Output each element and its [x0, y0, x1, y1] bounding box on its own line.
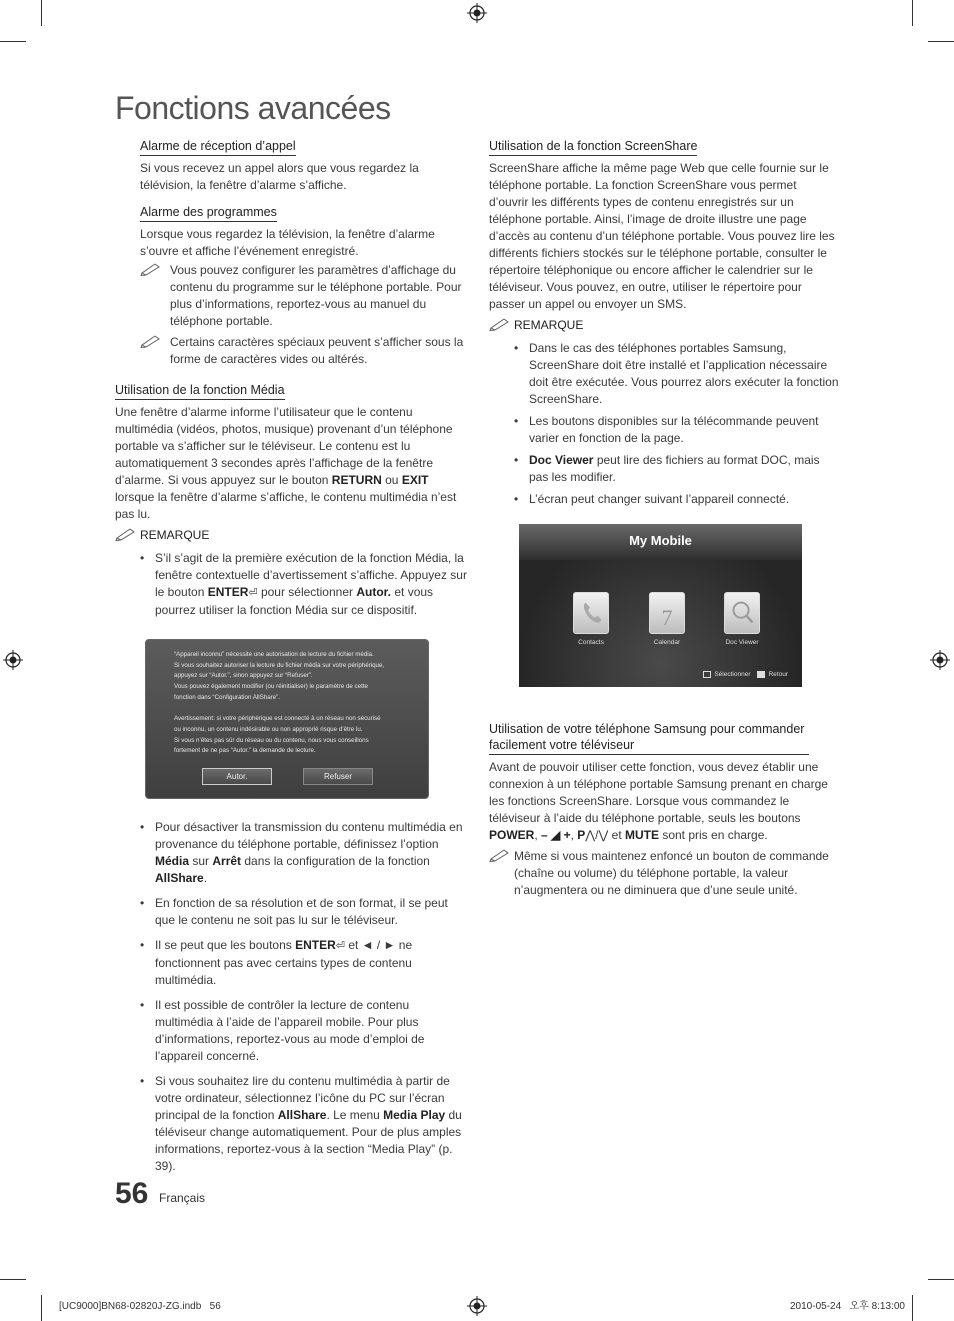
list-item: • Il se peut que les boutons ENTER⏎ et ◄ / ► ne fonctionnent pas avec certains types de contenu multimédia.	[115, 937, 467, 989]
paragraph: Lorsque vous regardez la télévision, la fenêtre d’alarme s’ouvre et affiche l’événement enregistré.	[140, 227, 435, 258]
registration-mark-icon	[467, 1296, 487, 1316]
doc-viewer-icon[interactable]	[724, 592, 760, 634]
print-slug-date: 2010-05-24 오후 8:13:00	[790, 1301, 905, 1312]
list-item: • Les boutons disponibles sur la télécommande peuvent varier en fonction de la page.	[489, 413, 839, 447]
section-heading: Alarme des programmes	[140, 204, 277, 222]
print-slug-file: [UC9000]BN68-02820J-ZG.indb 56	[59, 1301, 221, 1312]
note	[140, 334, 467, 368]
right-column	[489, 138, 839, 903]
crop-mark	[928, 41, 954, 42]
page-title: Fonctions avancées	[115, 90, 391, 126]
note	[489, 848, 839, 899]
list-item: • S’il s’agit de la première exécution de la fonction Média, la fenêtre contextuelle d’avertissement s’affiche. Appuyez sur le bouton ENTER⏎ pour sélectionner Autor. et vous pourrez utiliser la fonction Média sur ce dispositif.	[115, 550, 467, 619]
doc-viewer-label: Doc Viewer	[725, 639, 759, 646]
pencil-note-icon	[489, 848, 511, 862]
list-item: • Il est possible de contrôler la lecture de contenu multimédia à l’aide de l’appareil mobile. Pour plus d’informations, reportez-vous au mode d’emploi de l’appareil concerné.	[115, 997, 467, 1065]
registration-mark-icon	[930, 650, 950, 670]
volume-icon: – ◢ +	[541, 828, 571, 842]
crop-mark	[41, 1295, 42, 1321]
channel-arrows-icon: ⋀/⋁	[585, 828, 609, 842]
list-item: • L’écran peut changer suivant l’appareil connecté.	[489, 491, 839, 508]
page-language: Français	[159, 1191, 206, 1205]
calendar-day: 7	[661, 605, 673, 630]
paragraph: ScreenShare affiche la même page Web que celle fournie sur le téléphone portable. La fonction ScreenShare vous permet d’ouvrir les différents types de contenu enregistrés sur un téléphone portable. Ainsi, l’image de droite illustre une page d’accès au contenu d’un téléphone portable. Vous pouvez lire les différents fichiers stockés sur le téléphone portable, consulter le répertoire téléphonique ou encore afficher le calendrier sur le téléviseur. Vous pouvez, en outre, utiliser le répertoire pour passer un appel ou envoyer un SMS.	[489, 161, 835, 311]
remarque-list	[115, 819, 467, 1175]
calendar-label: Calendar	[653, 639, 681, 646]
pencil-note-icon	[115, 527, 137, 541]
remarque-heading: REMARQUE	[115, 527, 467, 544]
section-heading: Utilisation de votre téléphone Samsung pour commander facilement votre téléviseur	[489, 721, 809, 755]
section-heading: Alarme de réception d’appel	[140, 138, 296, 156]
paragraph: Si vous recevez un appel alors que vous regardez la télévision, la fenêtre d’alarme s’affiche.	[140, 161, 419, 192]
note	[140, 262, 467, 330]
contacts-label: Contacts	[578, 639, 604, 646]
note-text: Certains caractères spéciaux peuvent s’afficher sous la forme de caractères vides ou altérés.	[170, 335, 464, 366]
paragraph: Une fenêtre d’alarme informe l’utilisateur que le contenu multimédia (vidéos, photos, musique) provenant d’un téléphone portable va s’afficher sur le téléviseur. Le contenu est lu automatiquement 3 secondes après l’affichage de la fenêtre d’alarme. Si vous appuyez sur le bouton RETURN ou EXIT lorsque la fenêtre d’alarme s’affiche, le contenu multimédia n’est pas lu.	[115, 405, 457, 521]
autor-button[interactable]: Autor.	[202, 768, 272, 785]
note-text: Vous pouvez configurer les paramètres d’affichage du contenu du programme sur le téléphone portable. Pour plus d’informations, reportez-vous au manuel du téléphone portable.	[170, 263, 462, 328]
my-mobile-screen	[519, 524, 802, 687]
return-key-icon	[757, 671, 765, 678]
remarque-list	[489, 340, 839, 508]
remarque-list	[115, 550, 467, 619]
refuser-button[interactable]: Refuser	[303, 768, 373, 785]
enter-icon: ⏎	[248, 587, 258, 599]
list-item: • Pour désactiver la transmission du contenu multimédia en provenance du téléphone portable, définissez l’option Média sur Arrêt dans la configuration de la fonction AllShare.	[115, 819, 467, 887]
pencil-note-icon	[140, 334, 162, 348]
pencil-note-icon	[489, 317, 511, 331]
my-mobile-title: My Mobile	[629, 533, 692, 548]
remarque-heading: REMARQUE	[489, 317, 839, 334]
crop-mark	[41, 0, 42, 26]
calendar-icon[interactable]	[649, 592, 685, 634]
list-item: • Si vous souhaitez lire du contenu multimédia à partir de votre ordinateur, sélectionnez l’icône du PC sur l’écran principal de la fonction AllShare. Le menu Media Play du téléviseur change automatiquement. Pour de plus amples informations, reportez-vous à la section “Media Play” (p. 39).	[115, 1073, 467, 1175]
page-number: 56	[115, 1177, 149, 1210]
list-item: • Dans le cas des téléphones portables Samsung, ScreenShare doit être installé et l’application nécessaire doit être exécutée. Vous pourrez alors exécuter la fonction ScreenShare.	[489, 340, 839, 408]
note-text: Même si vous maintenez enfoncé un bouton de commande (chaîne ou volume) du téléphone portable, la valeur n’augmentera ou ne diminuera que d’une seule unité.	[514, 849, 829, 897]
registration-mark-icon	[467, 3, 487, 23]
my-mobile-help-bar: Sélectionner Retour	[703, 670, 788, 679]
paragraph: Avant de pouvoir utiliser cette fonction, vous devez établir une connexion à un téléphone portable Samsung prenant en charge les fonctions ScreenShare. Lorsque vous commandez le téléviseur à l’aide du téléphone portable, seuls les boutons POWER, – ◢ +, P⋀/⋁ et MUTE sont pris en charge.	[489, 760, 828, 842]
left-column	[115, 138, 467, 1180]
enter-key-icon	[703, 671, 711, 678]
list-item: • Doc Viewer peut lire des fichiers au format DOC, mais pas les modifier.	[489, 452, 839, 486]
crop-mark	[0, 41, 26, 42]
contacts-icon[interactable]	[573, 592, 609, 634]
section-heading: Utilisation de la fonction Média	[115, 382, 285, 400]
media-alert-dialog	[145, 639, 429, 799]
crop-mark	[912, 0, 913, 26]
crop-mark	[912, 1295, 913, 1321]
pencil-note-icon	[140, 262, 162, 276]
crop-mark	[928, 1279, 954, 1280]
list-item: • En fonction de sa résolution et de son format, il se peut que le contenu ne soit pas lu sur le téléviseur.	[115, 895, 467, 929]
crop-mark	[0, 1279, 26, 1280]
registration-mark-icon	[3, 650, 23, 670]
enter-icon: ⏎	[335, 940, 345, 952]
section-heading: Utilisation de la fonction ScreenShare	[489, 138, 697, 156]
dialog-text: “Appareil inconnu” nécessite une autorisation de lecture du fichier média. Si vous souhaitez autoriser la lecture du fichier média sur votre périphérique, appuyez sur “Autor.”, sinon appuyez sur “Refuser”. Vous pouvez également modifier (ou réinitialiser) le paramètre de cette fonction dans “Configuration AllShare”. Avertissement: si votre périphérique est connecté à un réseau non sécurisé ou inconnu, un contenu indésirable ou non approprié risque d’être lu. Si vous n’êtes pas sûr du réseau ou du contenu, nous vous conseillons fortement de ne pas “Autor.” la demande de lecture.	[174, 651, 385, 755]
